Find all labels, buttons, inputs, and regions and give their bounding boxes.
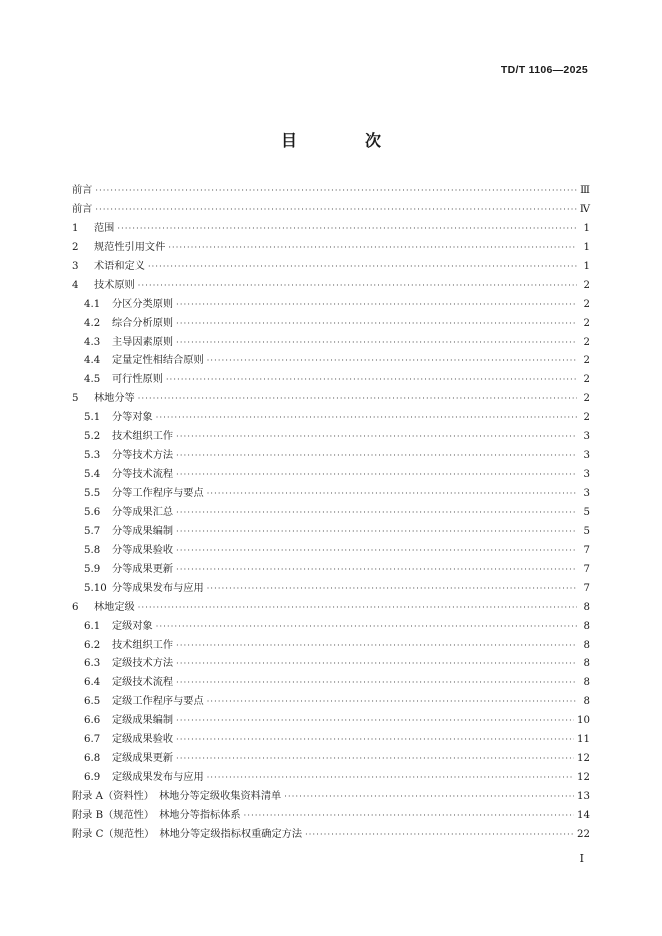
toc-entry-title: 定级成果编制 [112,715,174,727]
toc-entry[interactable] [72,390,590,409]
toc-entry-number: 1 [72,222,79,234]
toc-entry-number: 5.4 [84,469,101,481]
toc-entry-page: 2 [583,336,590,348]
toc-leader-dots [138,599,577,618]
toc-entry-page: 2 [583,317,590,329]
toc-entry[interactable] [72,315,590,334]
toc-entry[interactable] [72,258,590,277]
toc-entry-number: 6 [72,601,79,613]
toc-entry-page: 2 [583,279,590,291]
toc-entry-title: 定级成果发布与应用 [112,772,204,784]
toc-entry-number: 5.10 [84,582,107,594]
toc-entry-number: 4.4 [84,355,101,367]
toc-entry-number: 4.3 [84,336,101,348]
toc-entry-title: 附录 A（资料性） 林地分等定级收集资料清单 [72,791,282,802]
toc-entry-title: 分区分类原则 [112,298,174,310]
toc-entry-page: 7 [583,563,590,575]
toc-entry-page: 8 [583,696,590,708]
toc-entry-number: 5.1 [84,412,101,424]
toc-entry-page: 5 [583,525,590,537]
toc-entry-page: 10 [577,715,590,727]
toc-leader-dots [176,750,574,769]
toc-entry-page: 8 [583,601,590,613]
toc-entry-number: 6.4 [84,677,101,689]
toc-entry-number: 6.3 [84,658,101,670]
toc-entry-page: Ⅳ [579,203,590,215]
toc-entry-title: 林地分等 [94,393,135,405]
toc-entry-page: 2 [583,412,590,424]
toc-entry[interactable] [72,769,590,788]
toc-entry[interactable] [72,334,590,353]
toc-entry[interactable] [72,693,590,712]
toc-entry-title: 可行性原则 [112,374,163,386]
toc-entry[interactable] [72,712,590,731]
toc-entry-number: 6.9 [84,772,101,784]
toc-entry-page: 8 [583,620,590,632]
toc-leader-dots [176,712,574,731]
toc-leader-dots [95,201,576,220]
toc-entry-title: 分等成果编制 [112,525,174,537]
toc-entry-page: 13 [577,791,590,802]
toc-entry-page: 3 [583,488,590,499]
toc-entry[interactable] [72,637,590,656]
toc-leader-dots [244,807,574,826]
toc-entry-title: 定级技术流程 [112,677,174,689]
toc-entry-title: 分等对象 [112,412,153,424]
toc-entry-title: 附录 B（规范性） 林地分等指标体系 [72,809,241,821]
toc-entry-title: 分等成果验收 [112,544,174,556]
toc-entry-title: 规范性引用文件 [94,241,166,253]
toc-entry-title: 分等工作程序与要点 [112,488,204,499]
toc-entry[interactable] [72,447,590,466]
toc-entry-number: 5.3 [84,450,101,462]
toc-entry-title: 前言 [72,203,93,215]
toc-entry[interactable] [72,731,590,750]
page-title: 目 次 [280,131,407,150]
toc-entry[interactable] [72,580,590,599]
toc-entry[interactable] [72,220,590,239]
toc-leader-dots [284,788,574,807]
toc-entry-title: 术语和定义 [94,260,145,272]
toc-entry-title: 定级成果验收 [112,734,174,746]
toc-entry[interactable] [72,599,590,618]
toc-leader-dots [176,315,577,334]
toc-entry[interactable] [72,750,590,769]
toc-entry[interactable] [72,201,590,220]
toc-entry-number: 5.2 [84,431,101,443]
toc-entry-page: 1 [583,241,590,253]
toc-entry-page: 3 [583,469,590,481]
toc-entry-number: 4.5 [84,374,101,386]
toc-entry[interactable] [72,466,590,485]
page-number: Ⅰ [579,852,584,865]
toc-entry[interactable] [72,371,590,390]
toc-leader-dots [148,258,577,277]
toc-entry-page: 1 [583,260,590,272]
toc-entry-page: 8 [583,677,590,689]
toc-entry-number: 5.8 [84,544,101,556]
toc-entry-title: 定级成果更新 [112,753,174,765]
toc-leader-dots [156,618,577,637]
toc-leader-dots [176,731,574,750]
toc-leader-dots [176,447,577,466]
toc-entry[interactable] [72,561,590,580]
toc-entry-title: 分等成果汇总 [112,506,174,518]
toc-entry-title: 林地定级 [94,601,135,613]
toc-entry-page: 1 [583,222,590,234]
toc-leader-dots [176,561,577,580]
toc-leader-dots [305,826,574,845]
toc-entry-number: 5 [72,393,79,405]
toc-entry[interactable] [72,182,590,201]
toc-entry-number: 6.2 [84,639,101,651]
toc-entry-title: 分等技术方法 [112,450,174,462]
toc-entry[interactable] [72,352,590,371]
toc-entry-title: 定级对象 [112,620,153,632]
toc-entry-number: 2 [72,241,79,253]
toc-entry-title: 技术组织工作 [112,431,174,443]
toc-entry-page: 22 [577,828,590,840]
toc-leader-dots [156,409,577,428]
toc-entry-title: 定级技术方法 [112,658,174,670]
toc-entry-number: 4.1 [84,298,101,310]
toc-leader-dots [207,352,577,371]
standard-code: TD/T 1106—2025 [500,64,588,76]
toc-entry[interactable] [72,655,590,674]
toc-leader-dots [176,428,577,447]
toc-entry-page: Ⅲ [580,185,590,196]
toc-entry-title: 定量定性相结合原则 [112,355,204,367]
toc-leader-dots [95,182,577,201]
toc-entry-number: 4 [72,279,79,291]
toc-entry-title: 分等成果更新 [112,563,174,575]
toc-leader-dots [168,239,577,258]
toc-entry-page: 5 [583,506,590,518]
toc-entry-page: 12 [577,753,590,765]
toc-entry[interactable] [72,239,590,258]
toc-entry-number: 6.1 [84,620,101,632]
toc-entry-page: 12 [577,772,590,784]
toc-entry-number: 5.7 [84,525,101,537]
toc-entry-number: 4.2 [84,317,101,329]
toc-entry-number: 6.7 [84,734,101,746]
toc-entry[interactable] [72,296,590,315]
toc-leader-dots [176,542,577,561]
toc-entry-title: 分等技术流程 [112,469,174,481]
toc-entry-page: 3 [583,431,590,443]
toc-entry-page: 3 [583,450,590,462]
toc-entry[interactable] [72,618,590,637]
toc-entry-number: 6.8 [84,753,101,765]
toc-entry-page: 2 [583,298,590,310]
table-of-contents [72,182,590,845]
toc-leader-dots [207,485,577,504]
toc-entry[interactable] [72,485,590,504]
toc-entry[interactable] [72,428,590,447]
toc-leader-dots [176,655,577,674]
toc-leader-dots [176,504,577,523]
toc-entry-page: 11 [577,734,590,746]
toc-entry-number: 5.6 [84,506,101,518]
toc-entry-page: 7 [583,582,590,594]
toc-entry[interactable] [72,826,590,845]
toc-leader-dots [207,580,577,599]
toc-entry[interactable] [72,409,590,428]
toc-entry[interactable] [72,523,590,542]
toc-leader-dots [176,674,577,693]
toc-entry-page: 2 [583,355,590,367]
toc-entry-page: 8 [583,658,590,670]
toc-entry-number: 6.6 [84,715,101,727]
toc-entry-title: 附录 C（规范性） 林地分等定级指标权重确定方法 [72,828,303,840]
toc-entry[interactable] [72,504,590,523]
toc-leader-dots [138,390,577,409]
toc-leader-dots [176,296,577,315]
toc-entry-page: 14 [577,809,590,821]
toc-entry-number: 3 [72,260,79,272]
toc-entry-title: 分等成果发布与应用 [112,582,204,594]
toc-leader-dots [138,277,577,296]
toc-entry[interactable] [72,674,590,693]
toc-entry-title: 综合分析原则 [112,317,174,329]
toc-entry-page: 2 [583,393,590,405]
toc-leader-dots [117,220,577,239]
toc-entry-number: 6.5 [84,696,101,708]
toc-entry-title: 定级工作程序与要点 [112,696,204,708]
toc-leader-dots [176,334,577,353]
toc-entry-page: 8 [583,639,590,651]
toc-entry-number: 5.9 [84,563,101,575]
toc-entry-page: 7 [583,544,590,556]
toc-entry-title: 范围 [94,222,115,234]
toc-entry[interactable] [72,277,590,296]
toc-leader-dots [166,371,577,390]
toc-entry-title: 主导因素原则 [112,336,174,348]
toc-entry[interactable] [72,542,590,561]
toc-entry-page: 2 [583,374,590,386]
toc-leader-dots [207,769,574,788]
toc-entry-title: 技术原则 [94,279,135,291]
toc-entry-title: 前言 [72,185,93,196]
toc-entry[interactable] [72,807,590,826]
toc-leader-dots [176,523,577,542]
toc-leader-dots [176,637,577,656]
toc-leader-dots [176,466,577,485]
toc-leader-dots [207,693,577,712]
toc-entry-title: 技术组织工作 [112,639,174,651]
toc-entry-number: 5.5 [84,488,101,499]
toc-entry[interactable] [72,788,590,807]
